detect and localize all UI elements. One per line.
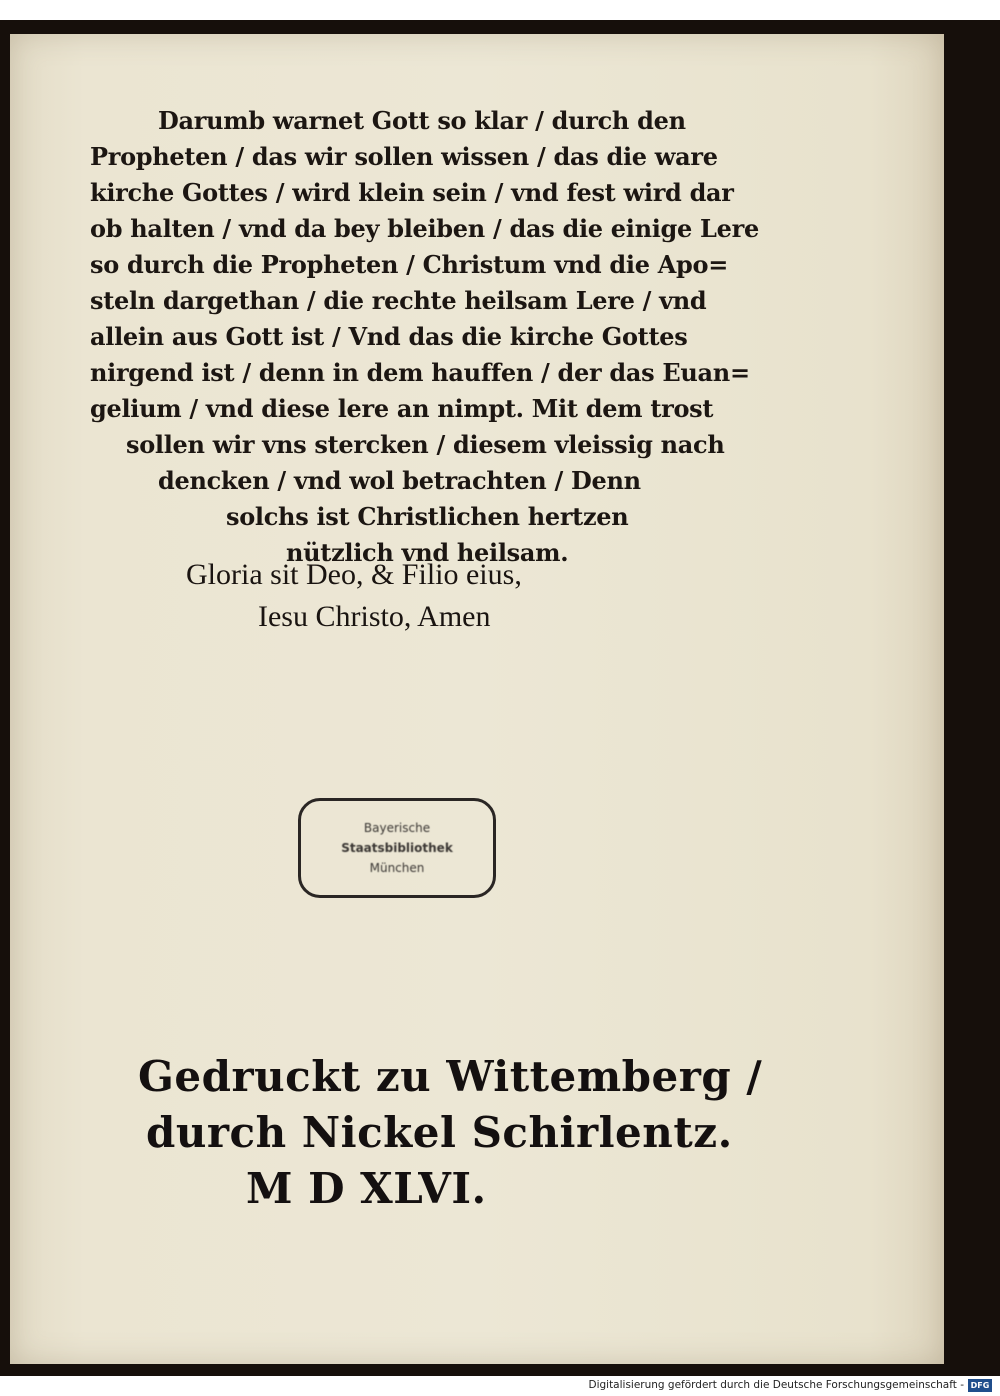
body-line: Propheten / das wir sollen wissen / das die ware xyxy=(90,142,718,171)
imprint-line: Gedruckt zu Wittemberg / xyxy=(138,1052,763,1101)
footer-bar xyxy=(0,1376,1000,1396)
dfg-logo-icon: DFG xyxy=(968,1379,992,1392)
body-line: solchs ist Christlichen hertzen xyxy=(226,502,629,531)
body-line: Darumb warnet Gott so klar / durch den xyxy=(158,106,686,135)
body-line: steln dargethan / die rechte heilsam Lere / vnd xyxy=(90,286,707,315)
body-line: nützlich vnd heilsam. xyxy=(286,538,569,567)
stamp-line: Bayerische xyxy=(363,821,431,835)
imprint-line: durch Nickel Schirlentz. xyxy=(146,1108,733,1157)
stamp-line: München xyxy=(369,861,425,875)
body-line: nirgend ist / denn in dem hauffen / der das Euan= xyxy=(90,358,750,387)
body-line: allein aus Gott ist / Vnd das die kirche Gottes xyxy=(90,322,688,351)
funding-credit: Digitalisierung gefördert durch die Deutsche Forschungsgemeinschaft - xyxy=(588,1379,964,1391)
imprint-line: M D XLVI. xyxy=(246,1164,487,1213)
library-stamp xyxy=(298,798,496,898)
closing-line: Gloria sit Deo, & Filio eius, xyxy=(186,558,522,591)
stamp-line: Staatsbibliothek xyxy=(341,841,453,855)
body-line: gelium / vnd diese lere an nimpt. Mit dem trost xyxy=(90,394,714,423)
body-line: sollen wir vns stercken / diesem vleissig nach xyxy=(126,430,725,459)
closing-line: Iesu Christo, Amen xyxy=(258,600,491,633)
body-line: kirche Gottes / wird klein sein / vnd fest wird dar xyxy=(90,178,734,207)
scanned-page xyxy=(10,34,944,1364)
body-line: so durch die Propheten / Christum vnd die Apo= xyxy=(90,250,729,279)
body-line: ob halten / vnd da bey bleiben / das die einige Lere xyxy=(90,214,759,243)
body-line: dencken / vnd wol betrachten / Denn xyxy=(158,466,641,495)
